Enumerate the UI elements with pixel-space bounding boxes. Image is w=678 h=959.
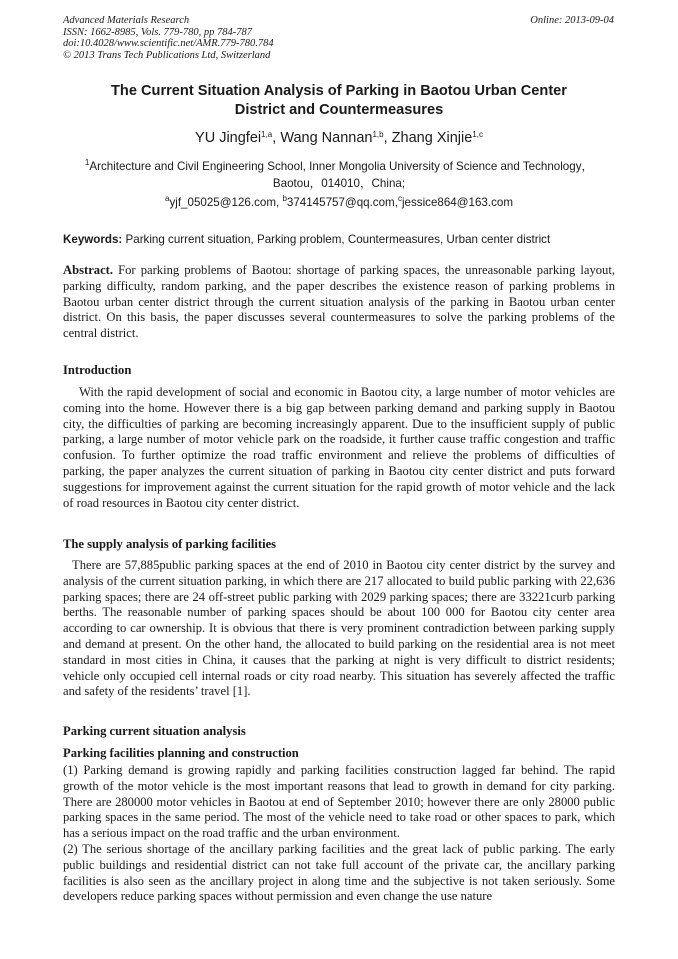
supply-text: There are 57,885public parking spaces at the end of 2010 in Baotou city center district by the survey and analysis of the current situation parking, in which there are 217 allocated to build public parking with 22,636 parking spaces; there are 24 off-street public parking with 2029 parking spaces; there are 33221curb parking berths. The reasonable number of parking spaces should be about 100 000 for Baotou city center area according to car ownership. It is obvious that there is very prominent contradiction between parking supply and demand at present. On the other hand, the allocated to build parking on the residential area is not meet standard in most cities in China, it causes that the parking at night is very difficult to district residents; vehicle only occupied cell internal roads or city road nearby. This situation has severely affected the traffic and safety of the residents’ travel [1]. (63, 558, 615, 699)
doi-line: doi:10.4028/www.scientific.net/AMR.779-780.784 (63, 38, 274, 49)
email-address[interactable]: 374145757@qq.com (286, 196, 395, 209)
email-sup: a (165, 194, 170, 203)
publication-info (63, 15, 274, 61)
keywords (63, 233, 615, 246)
author-name: Wang Nannan (280, 130, 373, 146)
email-sup: c (397, 194, 402, 203)
analysis-subheading: Parking facilities planning and construction (63, 746, 299, 760)
abstract (63, 263, 615, 342)
author-sup: 1,b (372, 130, 384, 139)
keywords-text: Parking current situation, Parking problem, Countermeasures, Urban center district (125, 233, 551, 246)
title-line-1: The Current Situation Analysis of Parking in Baotou Urban Center (111, 83, 567, 99)
online-date: Online: 2013-09-04 (530, 15, 614, 26)
author-sup: 1,c (472, 130, 483, 139)
email-address[interactable]: yjf_05025@126.com (169, 196, 276, 209)
journal-name: Advanced Materials Research (63, 15, 190, 26)
affiliation (63, 158, 615, 192)
email-sup: b (282, 194, 287, 203)
abstract-label: Abstract. (63, 263, 114, 277)
analysis-heading: Parking current situation analysis (63, 724, 246, 738)
supply-heading: The supply analysis of parking facilities (63, 537, 277, 551)
author-list: YU Jingfei$^{1,a}$, Wang Nannan$^{1,b}$, Zhang Xinjie$^{1,c}$ (195, 130, 483, 146)
copyright-line: © 2013 Trans Tech Publications Ltd, Switzerland (63, 49, 271, 61)
author-name: Zhang Xinjie (391, 130, 473, 146)
affiliation-line-1: Architecture and Civil Engineering School, Inner Mongolia University of Science and Technology， (89, 160, 594, 173)
author-sup: 1,a (261, 130, 273, 139)
analysis-item-2: (2) The serious shortage of the ancillary parking facilities and the great lack of public parking. The early public buildings and residential district can not take full account of the private car, the ancillary parking facilities is also seen as the ancillary project in along time and the subjective is not taken seriously. Some developers reduce parking spaces without permission and even change the use nature (63, 842, 615, 904)
affiliation-sup: 1 (84, 158, 90, 167)
email-list: $^a$yjf_05025@126.com, $^b$374145757@qq.com,$^c$jessice864@163.com (165, 194, 513, 209)
keywords-label: Keywords: (63, 233, 123, 246)
affiliation-line-2: Baotou，014010，China; (272, 177, 406, 190)
introduction-text: With the rapid development of social and economic in Baotou city, a large number of motor vehicles are coming into the home. However there is a big gap between parking demand and parking supply in Baotou city, the difficulties of parking are becoming increasingly apparent. Due to the insufficient supply of public parking, a large number of motor vehicle park on the roadside, it further cause traffic congestion and traffic confusion. To further optimize the road traffic environment and relieve the problems of difficulties of parking, the paper analyzes the current situation of parking in Baotou city center district and puts forward suggestions for improvement against the current situation for the rapid growth of motor vehicle and the lack of road resources in Baotou city center district. (63, 385, 615, 510)
paper-title (63, 82, 615, 120)
title-line-2: District and Countermeasures (234, 102, 444, 118)
issn-line: ISSN: 1662-8985, Vols. 779-780, pp 784-787 (63, 26, 252, 38)
introduction-heading: Introduction (63, 363, 132, 377)
analysis-item-1: (1) Parking demand is growing rapidly and parking facilities construction lagged far behind. The rapid growth of the motor vehicle is the most important reasons that lead to growth in demand for city parking. There are 280000 motor vehicles in Baotou at end of September 2010; however there are only 28000 public parking spaces in the same period. The most of the vehicle need to take road or other spaces to park, which has a serious impact on the road traffic and the urban environment. (63, 763, 615, 841)
email-address[interactable]: jessice864@163.com (401, 196, 513, 209)
author-name: YU Jingfei (195, 130, 262, 146)
abstract-text: For parking problems of Baotou: shortage of parking spaces, the unreasonable parking layout, parking difficulty, random parking, and the paper describes the existence reason of parking problems in Baotou urban center district through the current situation analysis of the parking in Baotou urban center district. On this basis, the paper discusses several countermeasures to solve the parking problems of the central district. (63, 263, 615, 341)
